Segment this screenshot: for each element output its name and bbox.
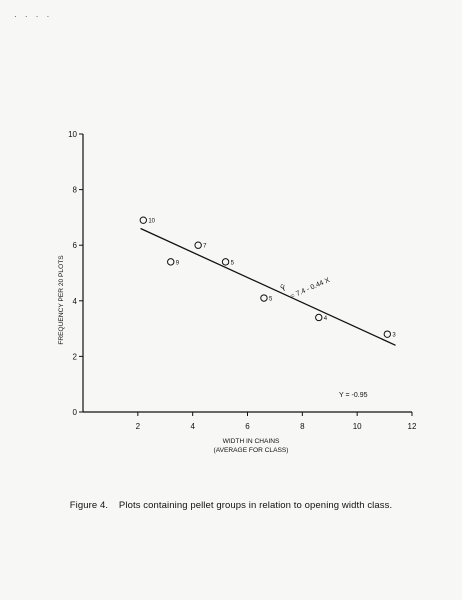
r-label: Y = -0.95 — [339, 392, 368, 399]
y-tick-label: 8 — [72, 185, 77, 195]
x-tick-label: 12 — [407, 422, 417, 431]
x-axis-label: WIDTH IN CHAINS — [222, 438, 280, 445]
axis-ticks — [68, 130, 417, 431]
y-tick-label: 0 — [72, 408, 77, 417]
equation-text: = 7.4 - 0.44 X — [289, 276, 331, 301]
data-point-label: 9 — [175, 260, 180, 267]
y-tick-label: 4 — [72, 296, 77, 306]
y-tick-label: 2 — [72, 352, 77, 362]
data-point — [316, 314, 322, 320]
data-point — [261, 295, 267, 301]
x-tick-label: 10 — [352, 422, 362, 431]
figure-caption — [0, 500, 462, 511]
y-axis-label: FREQUENCY PER 20 PLOTS — [58, 255, 65, 345]
regression-line — [141, 229, 396, 346]
data-point-label: 10 — [148, 218, 156, 225]
regression-equation — [279, 266, 331, 303]
data-point — [140, 217, 146, 223]
data-point — [222, 259, 228, 265]
data-points — [140, 217, 396, 339]
x-tick-label: 2 — [135, 422, 141, 431]
data-point-label: 4 — [323, 315, 328, 322]
x-axis-label-sub: (AVERAGE FOR CLASS) — [213, 447, 289, 454]
data-point-label: 5 — [268, 296, 273, 303]
y-tick-label: 6 — [72, 241, 77, 251]
x-tick-label: 8 — [300, 422, 305, 431]
y-tick-label: 10 — [68, 130, 77, 139]
equation-yhat: Ŷ — [279, 283, 288, 294]
data-point-label: 7 — [203, 243, 207, 250]
data-point — [168, 259, 174, 265]
data-point — [195, 242, 201, 248]
axes — [83, 134, 412, 412]
x-tick-label: 4 — [190, 422, 195, 431]
scan-specks: · · · · — [14, 12, 53, 21]
data-point-label: 5 — [230, 260, 234, 267]
figure-number: Figure 4. — [69, 500, 109, 511]
x-tick-label: 6 — [245, 422, 250, 431]
data-point — [384, 331, 390, 337]
data-point-label: 3 — [392, 332, 396, 339]
caption-text: Plots containing pellet groups in relation to opening width class. — [118, 500, 393, 511]
